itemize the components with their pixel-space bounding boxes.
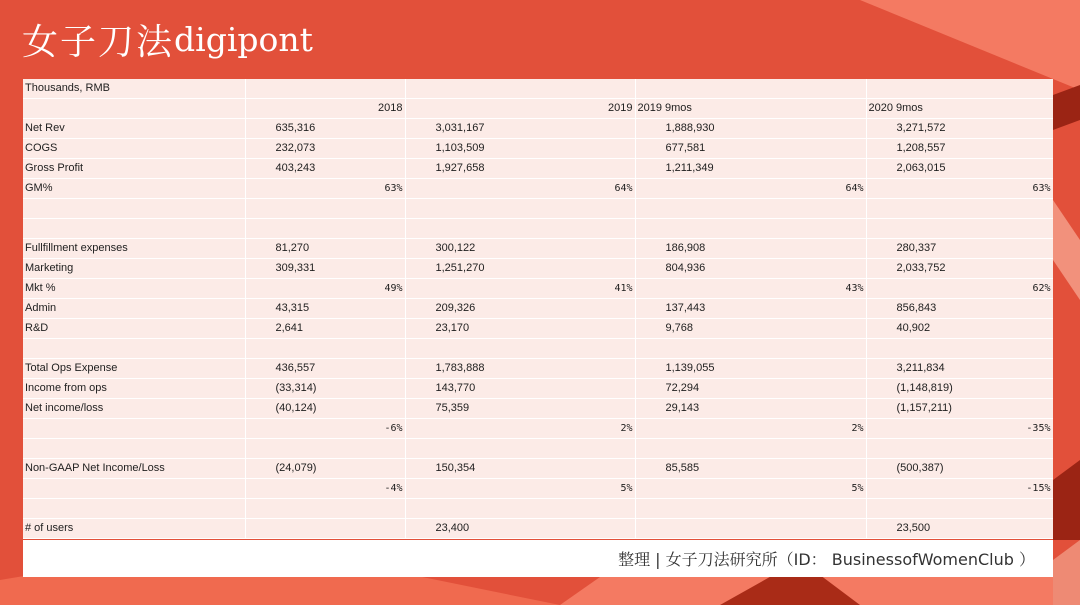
value-cell: 1,211,349 [635,159,866,179]
value-cell: 72,294 [635,379,866,399]
value-cell: (500,387) [866,459,1053,479]
row-label: Net income/loss [23,399,245,419]
value-cell: 3,031,167 [405,119,635,139]
value-cell: 81,270 [245,239,405,259]
value-cell: (1,157,211) [866,399,1053,419]
row-label: Gross Profit [23,159,245,179]
row-label: Fullfillment expenses [23,239,245,259]
row-label: Total Ops Expense [23,359,245,379]
value-cell [635,519,866,539]
header-row [23,99,1053,119]
value-cell: 3,271,572 [866,119,1053,139]
value-cell: (40,124) [245,399,405,419]
value-cell: 804,936 [635,259,866,279]
row-label: Income from ops [23,379,245,399]
value-cell: 1,251,270 [405,259,635,279]
table-row [23,139,1053,159]
percent-cell: 43% [635,279,866,299]
value-cell: 1,208,557 [866,139,1053,159]
value-cell: 436,557 [245,359,405,379]
value-cell: 1,888,930 [635,119,866,139]
value-cell: 2,641 [245,319,405,339]
percent-cell: 63% [866,179,1053,199]
row-label [23,419,245,439]
value-cell: 1,927,658 [405,159,635,179]
table-row [23,479,1053,499]
value-cell: 1,139,055 [635,359,866,379]
percent-cell: -35% [866,419,1053,439]
financial-table-panel [23,79,1053,539]
percent-cell: 5% [405,479,635,499]
table-row [23,399,1053,419]
value-cell: 2,033,752 [866,259,1053,279]
table-row [23,359,1053,379]
header-cell [23,99,245,119]
percent-cell: 64% [405,179,635,199]
table-row [23,159,1053,179]
value-cell: 3,211,834 [866,359,1053,379]
percent-cell: 5% [635,479,866,499]
financial-table [23,79,1053,539]
table-row [23,319,1053,339]
value-cell: 309,331 [245,259,405,279]
value-cell: (1,148,819) [866,379,1053,399]
value-cell: 23,170 [405,319,635,339]
row-label: Non-GAAP Net Income/Loss [23,459,245,479]
spacer-row [23,339,1053,359]
value-cell: 85,585 [635,459,866,479]
value-cell: 23,500 [866,519,1053,539]
value-cell: 186,908 [635,239,866,259]
percent-cell: -15% [866,479,1053,499]
value-cell: 23,400 [405,519,635,539]
table-row [23,379,1053,399]
percent-cell: 2% [635,419,866,439]
value-cell: 43,315 [245,299,405,319]
header-cell-2020-9mos: 2020 9mos [866,99,1053,119]
row-label: R&D [23,319,245,339]
header-cell-2019: 2019 [405,99,635,119]
row-label: COGS [23,139,245,159]
value-cell: 29,143 [635,399,866,419]
value-cell: 2,063,015 [866,159,1053,179]
value-cell: 677,581 [635,139,866,159]
table-row [23,179,1053,199]
unit-label: Thousands, RMB [23,79,245,99]
value-cell: 75,359 [405,399,635,419]
value-cell: 280,337 [866,239,1053,259]
brand-logo [22,14,313,65]
table-row [23,419,1053,439]
table-row [23,519,1053,539]
brand-logo-cn: 女子刀法 [22,22,175,63]
row-label: # of users [23,519,245,539]
value-cell: (33,314) [245,379,405,399]
value-cell: 1,103,509 [405,139,635,159]
value-cell: 143,770 [405,379,635,399]
table-row [23,119,1053,139]
spacer-row [23,499,1053,519]
header-cell-2019-9mos: 2019 9mos [635,99,866,119]
percent-cell: 49% [245,279,405,299]
footer-credit: 整理 | 女子刀法研究所（ID： BusinessofWomenClub ） [618,550,1035,569]
row-label: Net Rev [23,119,245,139]
value-cell: 300,122 [405,239,635,259]
value-cell [245,519,405,539]
percent-cell: 62% [866,279,1053,299]
value-cell: 403,243 [245,159,405,179]
row-label [23,479,245,499]
row-label: Admin [23,299,245,319]
table-row [23,459,1053,479]
value-cell: 150,354 [405,459,635,479]
table-row [23,299,1053,319]
row-label: GM% [23,179,245,199]
value-cell: 1,783,888 [405,359,635,379]
table-row [23,279,1053,299]
percent-cell: 63% [245,179,405,199]
percent-cell: -4% [245,479,405,499]
value-cell: 137,443 [635,299,866,319]
spacer-row [23,199,1053,219]
table-row [23,239,1053,259]
percent-cell: 64% [635,179,866,199]
value-cell: 9,768 [635,319,866,339]
value-cell: 635,316 [245,119,405,139]
value-cell: (24,079) [245,459,405,479]
percent-cell: 41% [405,279,635,299]
row-label: Mkt % [23,279,245,299]
percent-cell: -6% [245,419,405,439]
value-cell: 856,843 [866,299,1053,319]
value-cell: 232,073 [245,139,405,159]
table-row [23,259,1053,279]
row-label: Marketing [23,259,245,279]
spacer-row [23,219,1053,239]
value-cell: 40,902 [866,319,1053,339]
percent-cell: 2% [405,419,635,439]
header-cell-2018: 2018 [245,99,405,119]
value-cell: 209,326 [405,299,635,319]
spacer-row [23,439,1053,459]
brand-logo-en: digipont [174,20,313,59]
unit-row [23,79,1053,99]
footer-bar [23,540,1053,577]
